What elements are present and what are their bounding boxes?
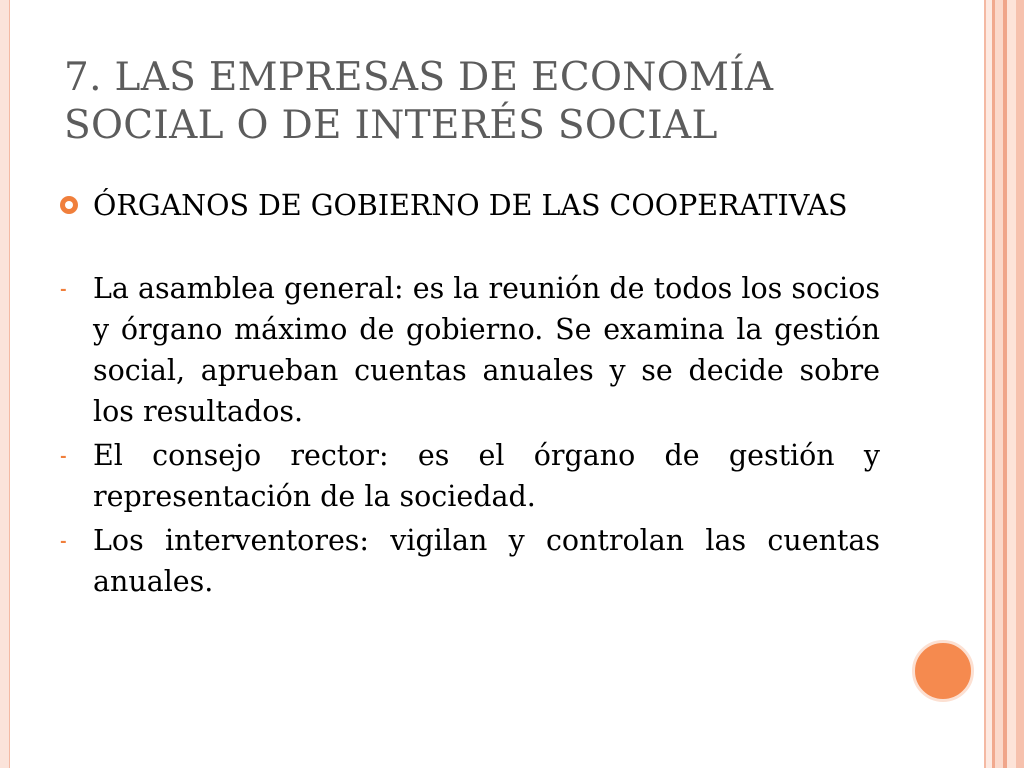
right-stripes-decoration [984, 0, 1024, 768]
section-heading [58, 186, 880, 225]
dash-bullet: - [60, 531, 67, 550]
left-border-decoration [0, 0, 10, 768]
orange-circle-icon [912, 640, 974, 702]
dash-bullet: - [60, 446, 67, 465]
list-item [58, 520, 880, 602]
section-heading-text: ÓRGANOS DE GOBIERNO DE LAS COOPERATIVAS [93, 189, 848, 222]
slide-title: 7. LAS EMPRESAS DE ECONOMÍA SOCIAL O DE INTERÉS SOCIAL [64, 55, 774, 148]
circle-bullet-icon [60, 196, 78, 214]
dash-bullet: - [60, 279, 67, 298]
list-item-text: El consejo rector: es el órgano de gestión y representación de la sociedad. [93, 439, 880, 513]
list-item [58, 435, 880, 517]
slide-content [58, 186, 880, 605]
list-item-text: Los interventores: vigilan y controlan las cuentas anuales. [93, 524, 880, 598]
list-item-text: La asamblea general: es la reunión de todos los socios y órgano máximo de gobierno. Se examina la gestión social, aprueban cuentas anuales y se decide sobre los resultados. [93, 272, 880, 428]
list-item [58, 268, 880, 432]
